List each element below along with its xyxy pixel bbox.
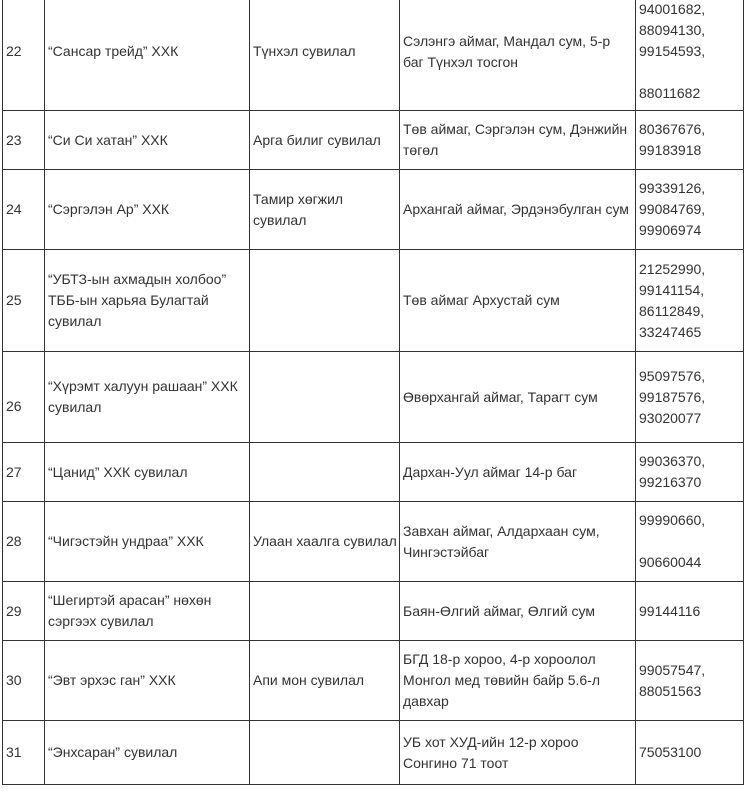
- phone-number: 33247465: [639, 323, 702, 340]
- phone-numbers: [636, 352, 744, 443]
- table-row: [3, 0, 744, 111]
- phone-number: 99141154,: [639, 281, 705, 298]
- phone-number: 93020077: [639, 409, 702, 426]
- phone-number: 75053100: [639, 744, 702, 760]
- row-number: 30: [3, 641, 45, 721]
- row-number-text: 26: [6, 398, 22, 414]
- address: Өвөрхангай аймаг, Тарагт сум: [400, 352, 636, 443]
- resort-name: Тамир хөгжил сувилал: [250, 170, 400, 250]
- resort-name: [250, 250, 400, 352]
- address: Дархан-Уул аймаг 14-р баг: [400, 443, 636, 502]
- phone-numbers: [636, 502, 744, 582]
- table-row: [3, 582, 744, 641]
- company-name: “Хүрэмт халуун рашаан” ХХК сувилал: [45, 352, 250, 443]
- address: Төв аймаг, Сэргэлэн сум, Дэнжийн төгөл: [400, 111, 636, 170]
- phone-number: 99036370,: [639, 453, 706, 469]
- row-number: 24: [3, 170, 45, 250]
- resort-name: Улаан хаалга сувилал: [250, 502, 400, 582]
- company-name: “Си Си хатан” ХХК: [45, 111, 250, 170]
- address: БГД 18-р хороо, 4-р хороолол Монгол мед төвийн байр 5.6-л давхар: [400, 641, 636, 721]
- company-name: “Энхсаран” сувилал: [45, 721, 250, 785]
- phone-number: 99339126,: [639, 180, 706, 196]
- row-number: 31: [3, 721, 45, 785]
- phone-number: 21252990,: [639, 260, 706, 277]
- table-row: [3, 170, 744, 250]
- resort-name: Түнхэл сувилал: [250, 0, 400, 111]
- phone-numbers: [636, 443, 744, 502]
- table-row: [3, 641, 744, 721]
- phone-number: 88051563: [639, 682, 702, 699]
- phone-number: 99990660,: [639, 512, 706, 528]
- phone-number: 99084769,: [639, 201, 706, 217]
- phone-numbers: [636, 170, 744, 250]
- resort-name: [250, 721, 400, 785]
- resort-name: [250, 582, 400, 641]
- address: УБ хот ХУД-ийн 12-р хороо Сонгино 71 тоот: [400, 721, 636, 785]
- table-row: [3, 502, 744, 582]
- phone-number: 99906974: [639, 222, 702, 238]
- table-row: [3, 111, 744, 170]
- company-name: “Цанид” ХХК сувилал: [45, 443, 250, 502]
- company-name: “Сэргэлэн Ар” ХХК: [45, 170, 250, 250]
- company-name: “УБТЗ-ын ахмадын холбоо” ТББ-ын харьяа Булагтай сувилал: [45, 250, 250, 352]
- phone-number: 99216370: [639, 474, 702, 490]
- company-name: “Шегиртэй арасан” нөхөн сэргээх сувилал: [45, 582, 250, 641]
- row-number: 29: [3, 582, 45, 641]
- row-number: 25: [3, 250, 45, 352]
- row-number: 23: [3, 111, 45, 170]
- address: Баян-Өлгий аймаг, Өлгий сум: [400, 582, 636, 641]
- phone-numbers: [636, 641, 744, 721]
- row-number: 28: [3, 502, 45, 582]
- phone-number: 95097576,: [639, 367, 706, 384]
- row-number: 22: [3, 0, 45, 111]
- phone-numbers: [636, 721, 744, 785]
- phone-number: 90660044: [639, 554, 702, 570]
- row-number: [3, 352, 45, 443]
- phone-number: 94001682,: [639, 1, 706, 17]
- resorts-table: [2, 0, 744, 785]
- address: Завхан аймаг, Алдархаан сум, Чингэстэйбаг: [400, 502, 636, 582]
- table-row: [3, 443, 744, 502]
- resort-name: [250, 443, 400, 502]
- row-number: 27: [3, 443, 45, 502]
- phone-numbers: [636, 250, 744, 352]
- phone-number: 80367676,: [639, 121, 706, 137]
- resort-name: Апи мон сувилал: [250, 641, 400, 721]
- resort-name: Арга билиг сувилал: [250, 111, 400, 170]
- phone-number: 99144116: [639, 602, 701, 619]
- company-name: “Сансар трейд” ХХК: [45, 0, 250, 111]
- address: Сэлэнгэ аймаг, Мандал сум, 5-р баг Түнхэл тосгон: [400, 0, 636, 111]
- table-row: [3, 721, 744, 785]
- phone-number: 99183918: [639, 142, 702, 158]
- phone-numbers: [636, 111, 744, 170]
- phone-number: 88011682: [639, 85, 701, 101]
- phone-numbers: [636, 0, 744, 111]
- phone-number: 86112849,: [639, 302, 705, 319]
- resort-name: [250, 352, 400, 443]
- address: Төв аймаг Архустай сум: [400, 250, 636, 352]
- phone-number: 99187576,: [639, 388, 706, 405]
- address: Архангай аймаг, Эрдэнэбулган сум: [400, 170, 636, 250]
- phone-number: 99057547,: [639, 661, 706, 678]
- table-row: [3, 250, 744, 352]
- company-name: “Эвт эрхэс ган” ХХК: [45, 641, 250, 721]
- company-name: “Чигэстэйн ундраа” ХХК: [45, 502, 250, 582]
- phone-numbers: [636, 582, 744, 641]
- phone-number: 99154593,: [639, 43, 706, 59]
- phone-number: 88094130,: [639, 22, 706, 38]
- table-row: [3, 352, 744, 443]
